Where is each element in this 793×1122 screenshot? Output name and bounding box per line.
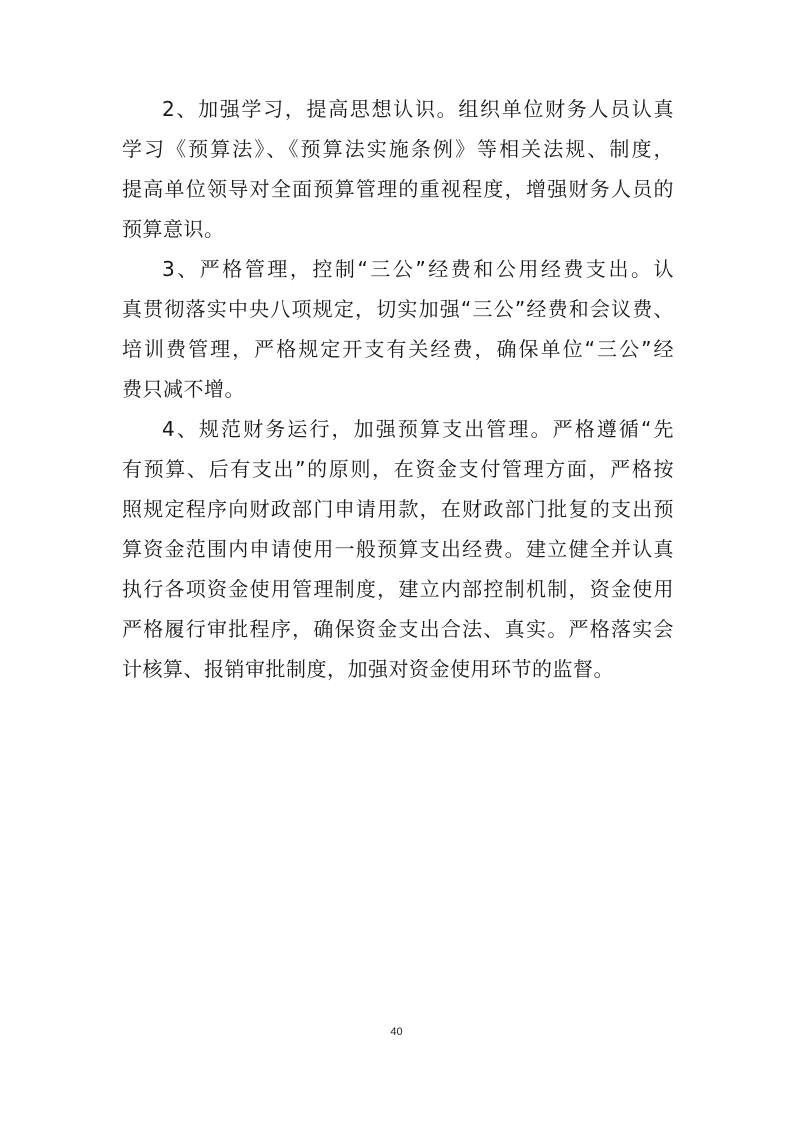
paragraph-management (122, 257, 674, 402)
paragraph-line: 提高单位领导对全面预算管理的重视程度，增强财务人员的 (122, 177, 674, 201)
paragraph-line: 2、加强学习，提高思想认识。组织单位财务人员认真 (162, 97, 674, 121)
paragraph-line: 预算意识。 (122, 217, 225, 241)
paragraph-line: 有预算、后有支出”的原则，在资金支付管理方面，严格按 (122, 457, 674, 481)
paragraph-line: 学习《预算法》、《预算法实施条例》等相关法规、制度， (122, 137, 674, 161)
paragraph-line: 计核算、报销审批制度，加强对资金使用环节的监督。 (122, 657, 614, 681)
paragraph-line: 真贯彻落实中央八项规定，切实加强“三公”经费和会议费、 (122, 297, 674, 321)
paragraph-operations (122, 417, 674, 682)
document-body (122, 97, 674, 697)
paragraph-line: 培训费管理，严格规定开支有关经费，确保单位“三公”经 (122, 337, 674, 361)
paragraph-line: 4、规范财务运行，加强预算支出管理。严格遵循“先 (162, 417, 674, 441)
paragraph-line: 执行各项资金使用管理制度，建立内部控制机制，资金使用 (122, 577, 674, 601)
paragraph-line: 严格履行审批程序，确保资金支出合法、真实。严格落实会 (122, 617, 674, 641)
paragraph-line: 照规定程序向财政部门申请用款，在财政部门批复的支出预 (122, 497, 674, 521)
page-number: 40 (390, 1026, 403, 1038)
paragraph-line: 费只减不增。 (122, 377, 245, 401)
paragraph-line: 算资金范围内申请使用一般预算支出经费。建立健全并认真 (122, 537, 674, 561)
paragraph-study (122, 97, 674, 242)
paragraph-line: 3、严格管理，控制“三公”经费和公用经费支出。认 (162, 257, 674, 281)
